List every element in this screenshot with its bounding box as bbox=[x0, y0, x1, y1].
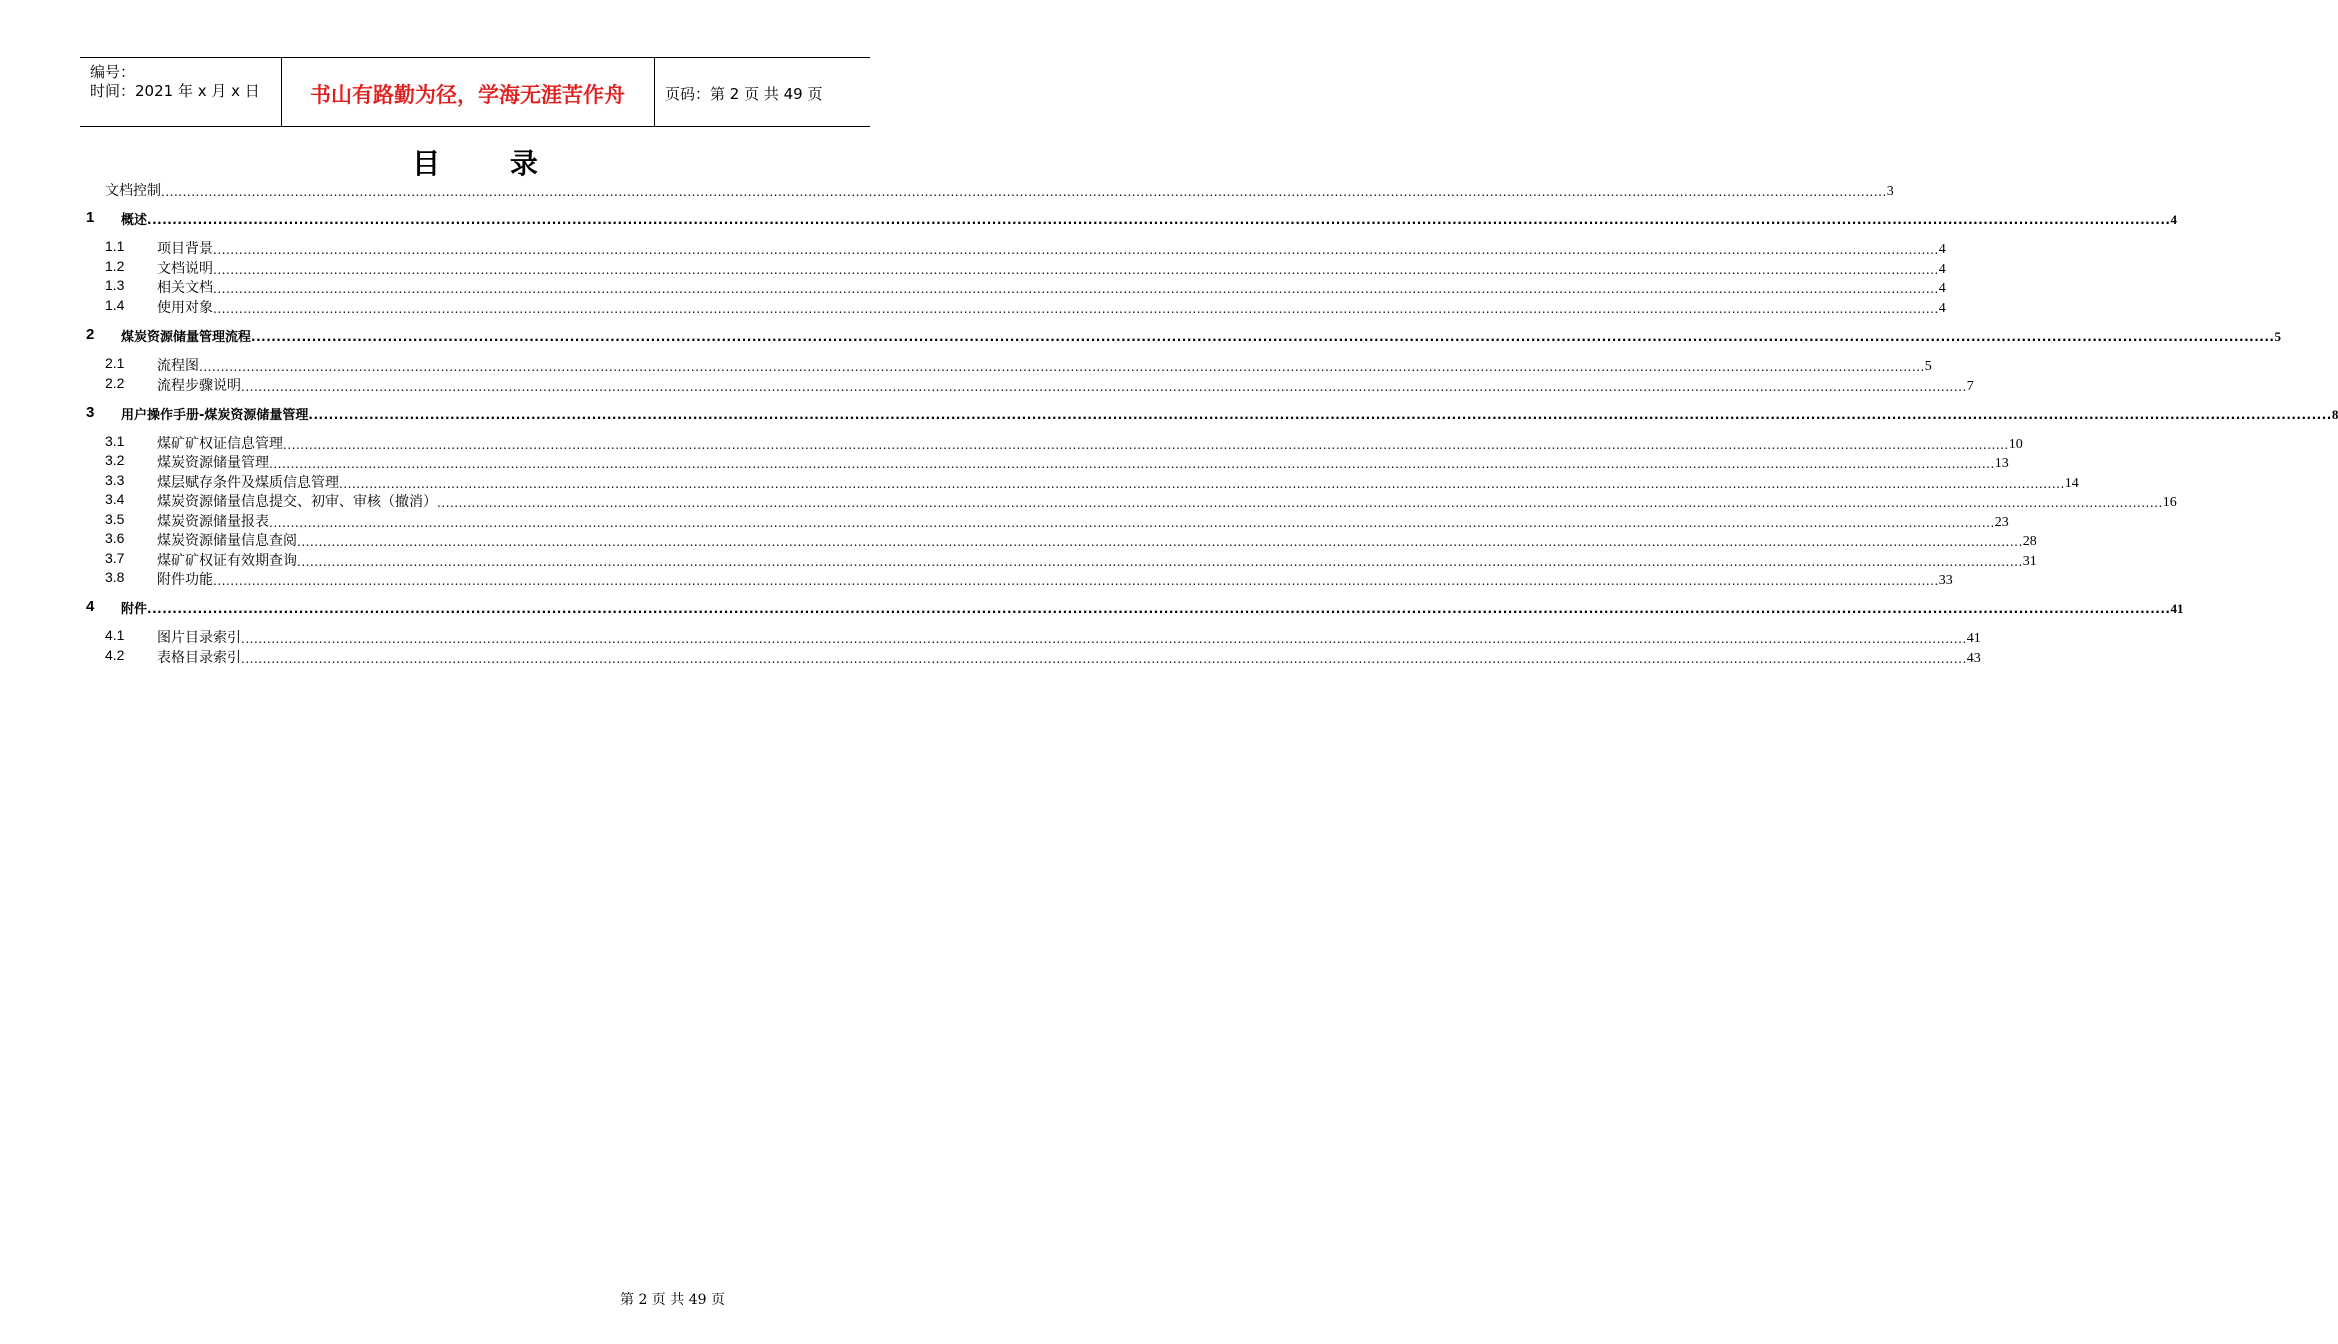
toc-entry-title: 用户操作手册-煤炭资源储量管理 bbox=[121, 408, 309, 423]
toc-dot-leader: ................................................................................................................................................................................................................................................................................................................................................................................................................ bbox=[147, 213, 2171, 227]
toc-entry-title: 煤炭资源储量管理 bbox=[157, 455, 269, 471]
toc-entry-body bbox=[157, 627, 1981, 647]
toc-entry[interactable] bbox=[0, 297, 1946, 317]
toc-entry-page: 5 bbox=[2274, 329, 2281, 344]
toc-dot-leader: ................................................................................................................................................................................................................................................................................................................................................................................................................ bbox=[213, 263, 1939, 277]
toc-dot-leader: ................................................................................................................................................................................................................................................................................................................................................................................................................ bbox=[161, 185, 1887, 199]
toc-entry-title: 附件功能 bbox=[157, 572, 213, 588]
toc-entry[interactable] bbox=[0, 472, 2079, 492]
toc-entry-number: 3.2 bbox=[105, 452, 125, 468]
toc-dot-leader: ................................................................................................................................................................................................................................................................................................................................................................................................................ bbox=[437, 496, 2163, 510]
toc-entry-page: 31 bbox=[2022, 554, 2037, 569]
toc-entry-body bbox=[157, 511, 2009, 531]
toc-entry-title: 煤炭资源储量报表 bbox=[157, 514, 269, 530]
toc-dot-leader: ................................................................................................................................................................................................................................................................................................................................................................................................................ bbox=[269, 516, 1995, 530]
toc-dot-leader: ................................................................................................................................................................................................................................................................................................................................................................................................................ bbox=[241, 632, 1967, 646]
toc-entry-body bbox=[157, 297, 1946, 317]
toc-entry-title: 图片目录索引 bbox=[157, 630, 241, 646]
toc-entry[interactable] bbox=[0, 355, 1932, 375]
toc-entry-number: 1.3 bbox=[105, 277, 125, 293]
toc-entry-title: 煤矿矿权证信息管理 bbox=[157, 436, 283, 452]
toc-entry-number: 3 bbox=[86, 404, 95, 421]
toc-entry[interactable] bbox=[0, 550, 2037, 570]
document-number-label: 编号： bbox=[90, 63, 136, 81]
toc-entry[interactable] bbox=[0, 569, 1953, 589]
page-footer: 第 2 页 共 49 页 bbox=[620, 1292, 725, 1308]
toc-dot-leader: ................................................................................................................................................................................................................................................................................................................................................................................................................ bbox=[269, 457, 1995, 471]
toc-dot-leader: ................................................................................................................................................................................................................................................................................................................................................................................................................ bbox=[147, 602, 2171, 616]
toc-dot-leader: ................................................................................................................................................................................................................................................................................................................................................................................................................ bbox=[308, 408, 2332, 422]
toc-entry-body bbox=[157, 355, 1932, 375]
toc-entry-title: 煤炭资源储量信息提交、初审、审核（撤消） bbox=[157, 494, 437, 510]
toc-title: 目 录 bbox=[412, 147, 568, 180]
toc-entry-page: 41 bbox=[1966, 631, 1981, 646]
toc-dot-leader: ................................................................................................................................................................................................................................................................................................................................................................................................................ bbox=[213, 574, 1939, 588]
toc-entry-body bbox=[121, 209, 2177, 228]
toc-entry-page: 4 bbox=[1938, 281, 1946, 296]
toc-entry-number: 2.2 bbox=[105, 375, 125, 391]
toc-entry-body bbox=[105, 180, 1894, 200]
toc-dot-leader: ................................................................................................................................................................................................................................................................................................................................................................................................................ bbox=[199, 360, 1925, 374]
toc-entry-page: 4 bbox=[1938, 242, 1946, 257]
toc-entry[interactable] bbox=[0, 326, 2281, 346]
toc-entry-page: 8 bbox=[2331, 407, 2338, 422]
toc-entry[interactable] bbox=[0, 452, 2009, 472]
toc-entry[interactable] bbox=[0, 375, 1974, 395]
toc-entry-number: 3.6 bbox=[105, 530, 125, 546]
toc-entry-number: 2 bbox=[86, 326, 95, 343]
toc-entry-page: 43 bbox=[1966, 651, 1981, 666]
toc-entry-title: 相关文档 bbox=[157, 280, 213, 296]
toc-dot-leader: ................................................................................................................................................................................................................................................................................................................................................................................................................ bbox=[251, 330, 2275, 344]
toc-entry-number: 1 bbox=[86, 209, 95, 226]
toc-entry-body bbox=[157, 491, 2177, 511]
toc-entry[interactable] bbox=[0, 598, 2184, 618]
toc-entry-body bbox=[157, 433, 2023, 453]
toc-entry-page: 10 bbox=[2008, 437, 2023, 452]
toc-entry-body bbox=[157, 452, 2009, 472]
toc-entry-title: 流程图 bbox=[157, 358, 199, 374]
toc-entry-number: 3.5 bbox=[105, 511, 125, 527]
toc-entry-page: 23 bbox=[1994, 515, 2009, 530]
toc-entry-number: 3.1 bbox=[105, 433, 125, 449]
toc-entry[interactable] bbox=[0, 209, 2177, 229]
toc-dot-leader: ................................................................................................................................................................................................................................................................................................................................................................................................................ bbox=[241, 380, 1967, 394]
header-page-cell bbox=[655, 58, 870, 126]
toc-entry-page: 4 bbox=[2170, 212, 2177, 227]
toc-entry-number: 3.8 bbox=[105, 569, 125, 585]
toc-entry-body bbox=[121, 598, 2184, 617]
toc-entry[interactable] bbox=[0, 258, 1946, 278]
toc-entry-page: 14 bbox=[2064, 476, 2079, 491]
header-motto: 书山有路勤为径，学海无涯苦作舟 bbox=[310, 82, 625, 107]
toc-entry-number: 1.4 bbox=[105, 297, 125, 313]
header-motto-cell bbox=[281, 58, 655, 126]
toc-entry-number: 3.4 bbox=[105, 491, 125, 507]
toc-entry-page: 16 bbox=[2162, 495, 2177, 510]
toc-dot-leader: ................................................................................................................................................................................................................................................................................................................................................................................................................ bbox=[339, 477, 2065, 491]
toc-entry[interactable] bbox=[0, 238, 1946, 258]
toc-entry[interactable] bbox=[0, 530, 2037, 550]
toc-entry-title: 项目背景 bbox=[157, 241, 213, 257]
toc-entry-body bbox=[157, 647, 1981, 667]
toc-entry-body bbox=[121, 404, 2338, 423]
toc-entry-body bbox=[157, 258, 1946, 278]
toc-dot-leader: ................................................................................................................................................................................................................................................................................................................................................................................................................ bbox=[297, 555, 2023, 569]
toc-entry[interactable] bbox=[0, 647, 1981, 667]
toc-entry-title: 表格目录索引 bbox=[157, 650, 241, 666]
toc-entry-number: 3.7 bbox=[105, 550, 125, 566]
toc-entry-title: 文档说明 bbox=[157, 261, 213, 277]
toc-dot-leader: ................................................................................................................................................................................................................................................................................................................................................................................................................ bbox=[241, 652, 1967, 666]
toc-entry-number: 3.3 bbox=[105, 472, 125, 488]
toc-entry-page: 28 bbox=[2022, 534, 2037, 549]
toc-entry-body bbox=[157, 472, 2079, 492]
toc-entry-page: 4 bbox=[1938, 262, 1946, 277]
toc-dot-leader: ................................................................................................................................................................................................................................................................................................................................................................................................................ bbox=[213, 243, 1939, 257]
toc-entry-page: 41 bbox=[2170, 601, 2184, 616]
toc-entry-number: 4.1 bbox=[105, 627, 125, 643]
toc-entry[interactable] bbox=[0, 627, 1981, 647]
toc-entry-body bbox=[157, 238, 1946, 258]
toc-dot-leader: ................................................................................................................................................................................................................................................................................................................................................................................................................ bbox=[297, 535, 2023, 549]
toc-entry-title: 附件 bbox=[121, 602, 148, 617]
toc-entry-number: 1.1 bbox=[105, 238, 125, 254]
toc-dot-leader: ................................................................................................................................................................................................................................................................................................................................................................................................................ bbox=[213, 302, 1939, 316]
toc-entry-body bbox=[121, 326, 2281, 345]
toc-entry-page: 33 bbox=[1938, 573, 1953, 588]
toc-entry[interactable] bbox=[0, 277, 1946, 297]
toc-entry-title: 概述 bbox=[121, 213, 148, 228]
toc-entry-body bbox=[157, 569, 1953, 589]
toc-entry-title: 流程步骤说明 bbox=[157, 378, 241, 394]
toc-entry-title: 文档控制 bbox=[105, 183, 161, 199]
toc-entry-title: 煤炭资源储量管理流程 bbox=[121, 330, 252, 345]
toc-entry-title: 煤层赋存条件及煤质信息管理 bbox=[157, 475, 339, 491]
toc-entry-body bbox=[157, 375, 1974, 395]
header-page-info: 页码：第 2 页 共 49 页 bbox=[665, 85, 823, 103]
toc-entry-body bbox=[157, 530, 2037, 550]
toc-dot-leader: ................................................................................................................................................................................................................................................................................................................................................................................................................ bbox=[283, 438, 2009, 452]
toc-entry-body bbox=[157, 550, 2037, 570]
toc-entry[interactable] bbox=[0, 404, 2338, 424]
toc-entry-page: 3 bbox=[1886, 184, 1894, 199]
toc-entry[interactable] bbox=[0, 180, 1894, 200]
toc-entry-title: 煤矿矿权证有效期查询 bbox=[157, 553, 297, 569]
toc-entry-page: 13 bbox=[1994, 456, 2009, 471]
document-time-label: 时间：2021 年 x 月 x 日 bbox=[90, 82, 260, 100]
toc-entry-page: 5 bbox=[1924, 359, 1932, 374]
toc-dot-leader: ................................................................................................................................................................................................................................................................................................................................................................................................................ bbox=[213, 282, 1939, 296]
header-table bbox=[80, 57, 870, 127]
toc-entry[interactable] bbox=[0, 491, 2177, 511]
toc-entry-page: 7 bbox=[1966, 379, 1974, 394]
toc-entry-title: 煤炭资源储量信息查阅 bbox=[157, 533, 297, 549]
toc-entry[interactable] bbox=[0, 433, 2023, 453]
toc-entry-number: 4 bbox=[86, 598, 95, 615]
toc-entry-body bbox=[157, 277, 1946, 297]
toc-entry-number: 2.1 bbox=[105, 355, 125, 371]
header-info-cell bbox=[80, 58, 282, 126]
toc-entry-title: 使用对象 bbox=[157, 300, 213, 316]
toc-entry-number: 1.2 bbox=[105, 258, 125, 274]
toc-entry-page: 4 bbox=[1938, 301, 1946, 316]
toc-entry-number: 4.2 bbox=[105, 647, 125, 663]
toc-entry[interactable] bbox=[0, 511, 2009, 531]
